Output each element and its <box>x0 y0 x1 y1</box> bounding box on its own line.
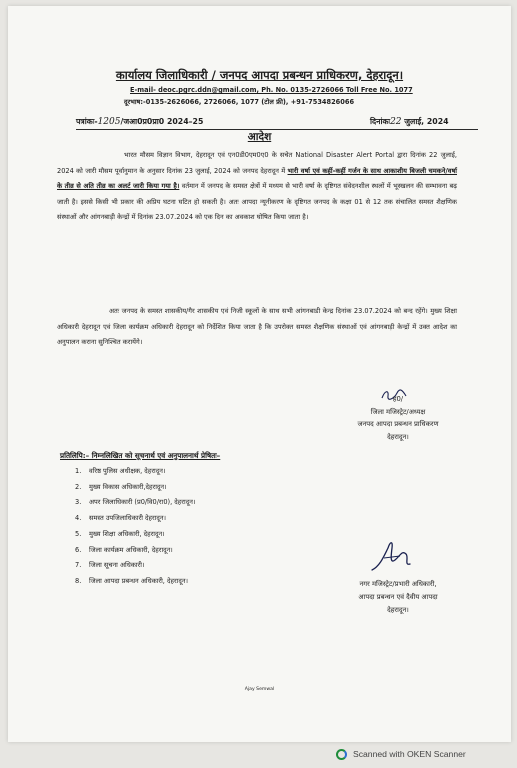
office-title: कार्यालय जिलाधिकारी / जनपद आपदा प्रबन्धन प्राधिकरण, देहरादून। <box>115 68 404 82</box>
scanner-watermark <box>336 744 466 764</box>
signed-marker: ह0/ <box>392 395 404 403</box>
reference-handwritten-number: 1205 <box>97 117 121 127</box>
list-item: 8. जिला आपदा प्रबन्धन अधिकारी, देहरादून। <box>75 576 189 585</box>
signatory-place: देहरादून। <box>387 606 409 614</box>
order-paragraph-1 <box>57 148 457 226</box>
office-phone-line: दूरभाष:-0135-2626066, 2726066, 1077 (टोल फ्री), +91-7534826066 <box>124 98 355 106</box>
order-date <box>370 117 449 127</box>
paragraph-1-intro: भारत मौसम विज्ञान विभाग, देहरादून एवं एन0डी0एम0ए0 के सचेत National Disaster Alert Portal द्वारा दिनांक 22 जुलाई, 2024 को जारी मौसम पूर्वानुमान के अनुसार दिनांक 23 जुलाई, 2024 को जनपद देहरादून में <box>57 151 457 175</box>
office-email-line: E-mail- deoc.pgrc.ddn@gmail.com, Ph. No. 0135-2726066 Toll Free No. 1077 <box>130 86 413 94</box>
reference-code: /जआ0प्र0प्रा0 2024–25 <box>120 117 204 126</box>
copy-to-list <box>75 464 195 590</box>
reference-label: पत्रांकः- <box>76 117 98 126</box>
signatory-designation: जिला मजिस्ट्रेट/अध्यक्ष <box>370 407 426 416</box>
oken-scanner-logo-icon <box>336 749 347 760</box>
footer-name: Ajay Semwal <box>244 687 275 692</box>
signatory-designation: नगर मजिस्ट्रेट/प्रभारी अधिकारी, <box>359 580 437 588</box>
list-item: 3. अपर जिलाधिकारी (प्र0/वि0/रा0), देहरादून। <box>75 498 196 507</box>
list-item: 7. जिला सूचना अधिकारी। <box>75 561 145 570</box>
list-item: 4. समस्त उपजिलाधिकारी देहरादून। <box>75 514 167 523</box>
city-magistrate-signature-block <box>328 578 468 617</box>
document-page <box>8 6 511 742</box>
date-label: दिनांकः <box>370 117 391 126</box>
order-title: आदेश <box>247 131 272 143</box>
list-item: 1. वरिष्ठ पुलिस अधीक्षक, देहरादून। <box>75 467 166 475</box>
list-item: 6. जिला कार्यक्रम अधिकारी, देहरादून। <box>75 545 173 554</box>
district-magistrate-signature-block <box>338 393 458 443</box>
list-item: 2. मुख्य विकास अधिकारी,देहरादून। <box>75 482 167 491</box>
alert-emphasis: भारी वर्षा एवं कहीं-कहीं गर्जन के साथ आकाशीय बिजली चमकने/वर्षा के तीव्र से अति तीव्र का अलर्ट जारी किया गया है। <box>57 166 457 191</box>
signatory-authority: जनपद आपदा प्रबन्धन प्राधिकरण <box>357 420 439 429</box>
reference-number <box>76 117 203 127</box>
date-month-year: जुलाई, 2024 <box>404 117 449 126</box>
date-handwritten-day: 22 <box>390 117 402 127</box>
scanner-watermark-text: Scanned with OKEN Scanner <box>353 749 466 759</box>
signatory-place: देहरादून। <box>387 432 409 441</box>
handwritten-signature-icon <box>366 536 416 576</box>
copy-to-heading: प्रतिलिपि:– निम्नलिखित को सूचनार्थ एवं अनुपालनार्थ प्रेषितः– <box>60 451 221 460</box>
signatory-department: आपदा प्रबन्धन एवं दैवीय आपदा <box>358 593 438 601</box>
list-item: 5. मुख्य शिक्षा अधिकारी, देहरादून। <box>75 529 165 538</box>
paragraph-1-rest: वर्तमान में जनपद के समस्त क्षेत्रों में मध्यम से भारी वर्षा के दृष्टिगत संवेदनशील स्थलों में भूस्खलन की सम्भावना बढ़ जाती है। इससे किसी भी प्रकार की अप्रिय घटना घटित हो सकती है। अतः आपदा न्यूनीकरण के दृष्टिगत जनपद के कक्षा 01 से 12 तक संचालित समस्त शैक्षणिक संस्थाओं और आंगनबाड़ी केन्द्रों में दिनांक 23.07.2024 को एक दिन का अवकाश घोषित किया जाता है। <box>57 182 458 222</box>
order-paragraph-2: अतः जनपद के समस्त शासकीय/गैर शासकीय एवं निजी स्कूलों के साथ सभी आंगनबाडी केन्द्र दिनांक 23.07.2024 को बन्द रहेंगे। मुख्य शिक्षा अधिकारी देहरादून एवं जिला कार्यक्रम अधिकारी देहरादून को निर्देशित किया जाता है कि उपरोक्त समस्त शैक्षणिक संस्थाओं एवं आंगनबाड़ी केन्द्रों में उक्त आदेश का अनुपालन कराना सुनिश्चित करायेंगे। <box>57 307 457 347</box>
